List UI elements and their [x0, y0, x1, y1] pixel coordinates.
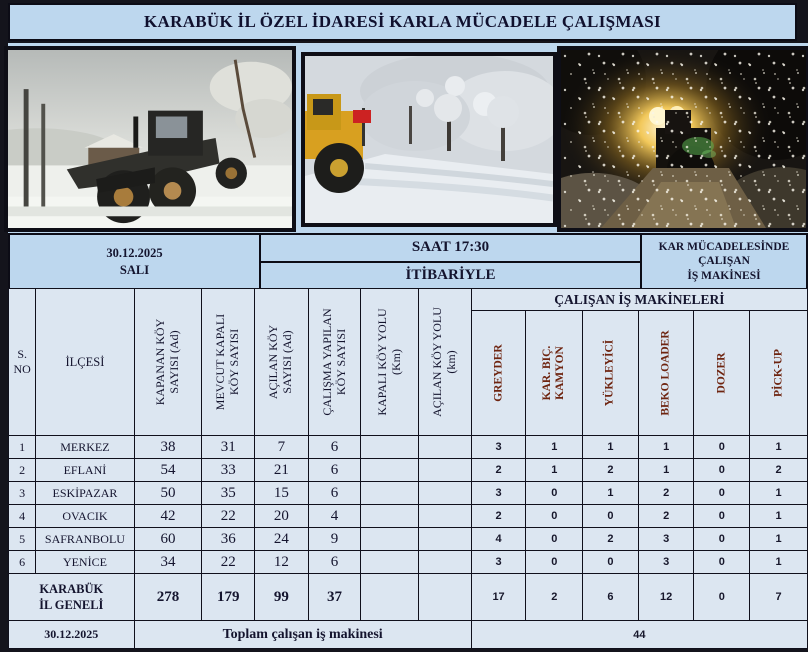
cell-acilan: 12	[255, 551, 309, 574]
report-date-cell	[10, 235, 261, 288]
col-header-yukleyici	[583, 311, 639, 436]
totals-label-line2: İL GENELİ	[39, 598, 104, 612]
cell-acilan-yol	[419, 528, 472, 551]
footer-label: Toplam çalışan iş makinesi	[134, 621, 471, 649]
cell-dozer: 0	[694, 551, 750, 574]
machines-note-cell	[642, 235, 806, 288]
hdr-line: KAR. BIÇ.	[541, 345, 554, 401]
cell-pickup: 1	[750, 528, 808, 551]
cell-beko: 3	[638, 528, 694, 551]
cell-dozer: 0	[694, 505, 750, 528]
cell-greyder: 3	[471, 436, 526, 459]
cell-beko: 2	[638, 482, 694, 505]
cell-dozer: 0	[694, 436, 750, 459]
photo-grader-road	[301, 52, 557, 227]
cell-calisma: 6	[308, 436, 361, 459]
hdr-line: (Km)	[388, 349, 403, 375]
total-kapali-yol	[361, 574, 419, 621]
cell-kamyon: 0	[526, 528, 583, 551]
cell-kapanan: 34	[134, 551, 202, 574]
page-title: KARABÜK İL ÖZEL İDARESİ KARLA MÜCADELE ÇALIŞMASI	[144, 12, 661, 31]
cell-kapali-yol	[361, 551, 419, 574]
table-row-safranbolu	[9, 528, 808, 551]
row-no: 2	[9, 459, 36, 482]
footer-grand-total: 44	[471, 621, 807, 649]
cell-pickup: 2	[750, 459, 808, 482]
cell-acilan-yol	[419, 505, 472, 528]
photo-strip	[8, 43, 808, 233]
ilce-label: İLÇESİ	[65, 355, 105, 369]
col-header-kar-bic-kamyon	[526, 311, 583, 436]
row-ilce: OVACIK	[36, 505, 134, 528]
cell-calisma: 4	[308, 505, 361, 528]
cell-kapali-yol	[361, 505, 419, 528]
totals-label	[9, 574, 135, 621]
hdr-line: (km)	[443, 350, 458, 374]
cell-yukleyici: 2	[583, 459, 639, 482]
cell-pickup: 1	[750, 436, 808, 459]
cell-acilan: 7	[255, 436, 309, 459]
cell-kamyon: 0	[526, 505, 583, 528]
cell-yukleyici: 2	[583, 528, 639, 551]
cell-acilan-yol	[419, 551, 472, 574]
cell-dozer: 0	[694, 459, 750, 482]
cell-greyder: 2	[471, 505, 526, 528]
cell-kapanan: 60	[134, 528, 202, 551]
row-ilce: ESKİPAZAR	[36, 482, 134, 505]
cell-greyder: 3	[471, 482, 526, 505]
machines-note-line1: KAR MÜCADELESİNDE	[658, 240, 790, 253]
cell-yukleyici: 1	[583, 436, 639, 459]
hdr-line: YÜKLEYİCİ	[603, 339, 616, 407]
hdr-line: SAYISI (Ad)	[280, 330, 295, 394]
col-header-greyder	[471, 311, 526, 436]
report-asof: İTİBARİYLE	[405, 266, 496, 283]
cell-pickup: 1	[750, 482, 808, 505]
cell-mevcut: 31	[202, 436, 255, 459]
total-kamyon: 2	[526, 574, 583, 621]
report-date: 30.12.2025	[106, 245, 163, 260]
report-time: SAAT 17:30	[261, 235, 640, 263]
cell-beko: 1	[638, 459, 694, 482]
photo-grader-day	[4, 46, 296, 232]
cell-greyder: 4	[471, 528, 526, 551]
machines-section-header: ÇALIŞAN İŞ MAKİNELERİ	[471, 289, 807, 311]
total-acilan: 99	[255, 574, 309, 621]
footer-row	[9, 621, 808, 649]
row-ilce: MERKEZ	[36, 436, 134, 459]
cell-acilan-yol	[419, 436, 472, 459]
col-header-acilan-koy	[255, 289, 309, 436]
photo-grader-road-image	[305, 56, 553, 223]
cell-yukleyici: 0	[583, 505, 639, 528]
col-header-sno	[9, 289, 36, 436]
col-header-mevcut-kapali	[202, 289, 255, 436]
col-header-dozer	[694, 311, 750, 436]
col-header-acilan-yol	[419, 289, 472, 436]
info-strip	[8, 233, 808, 290]
total-dozer: 0	[694, 574, 750, 621]
cell-mevcut: 22	[202, 505, 255, 528]
photo-grader-night	[557, 46, 808, 232]
total-mevcut: 179	[202, 574, 255, 621]
cell-acilan-yol	[419, 459, 472, 482]
table-row-ovacik	[9, 505, 808, 528]
table-row-yenice	[9, 551, 808, 574]
hdr-line: DOZER	[715, 352, 728, 394]
sno-line2: NO	[13, 362, 31, 376]
cell-beko: 2	[638, 505, 694, 528]
row-no: 5	[9, 528, 36, 551]
total-beko: 12	[638, 574, 694, 621]
cell-dozer: 0	[694, 528, 750, 551]
cell-kapali-yol	[361, 436, 419, 459]
hdr-line: GREYDER	[491, 344, 504, 402]
col-header-calisma-yapilan	[308, 289, 361, 436]
cell-acilan-yol	[419, 482, 472, 505]
table-row-eflani	[9, 459, 808, 482]
cell-acilan: 15	[255, 482, 309, 505]
total-pickup: 7	[750, 574, 808, 621]
cell-calisma: 6	[308, 551, 361, 574]
row-no: 6	[9, 551, 36, 574]
cell-kapanan: 50	[134, 482, 202, 505]
total-greyder: 17	[471, 574, 526, 621]
hdr-line: MEVCUT KAPALI	[213, 313, 228, 411]
machines-note-line2: ÇALIŞAN	[698, 255, 750, 268]
hdr-line: BEKO LOADER	[659, 330, 672, 416]
cell-calisma: 9	[308, 528, 361, 551]
cell-kamyon: 0	[526, 482, 583, 505]
cell-calisma: 6	[308, 459, 361, 482]
cell-kapanan: 38	[134, 436, 202, 459]
hdr-line: KAMYON	[554, 346, 567, 400]
hdr-line: PİCK-UP	[771, 349, 784, 397]
hdr-line: AÇILAN KÖY YOLU	[430, 307, 445, 417]
cell-mevcut: 22	[202, 551, 255, 574]
machines-note-line3: İŞ MAKİNESİ	[687, 269, 761, 282]
cell-mevcut: 33	[202, 459, 255, 482]
cell-kamyon: 0	[526, 551, 583, 574]
hdr-line: KAPANAN KÖY	[153, 318, 168, 406]
photo-grader-night-image	[561, 50, 806, 228]
hdr-line: SAYISI (Ad)	[166, 330, 181, 394]
col-header-beko-loader	[638, 311, 694, 436]
snow-report-table	[8, 288, 808, 649]
cell-acilan: 24	[255, 528, 309, 551]
footer-date: 30.12.2025	[9, 621, 135, 649]
cell-beko: 1	[638, 436, 694, 459]
report-time-cell	[261, 235, 642, 288]
cell-calisma: 6	[308, 482, 361, 505]
sno-line1: S.	[17, 347, 27, 361]
cell-yukleyici: 0	[583, 551, 639, 574]
col-header-kapanan-koy	[134, 289, 202, 436]
cell-kapanan: 42	[134, 505, 202, 528]
hdr-line: AÇILAN KÖY	[266, 324, 281, 400]
row-ilce: SAFRANBOLU	[36, 528, 134, 551]
row-no: 4	[9, 505, 36, 528]
table-row-merkez	[9, 436, 808, 459]
cell-kamyon: 1	[526, 436, 583, 459]
cell-mevcut: 35	[202, 482, 255, 505]
cell-kapali-yol	[361, 528, 419, 551]
hdr-line: ÇALIŞMA YAPILAN	[319, 308, 334, 416]
report-day: SALI	[119, 262, 150, 277]
totals-label-line1: KARABÜK	[39, 581, 104, 596]
cell-greyder: 2	[471, 459, 526, 482]
hdr-line: KAPALI KÖY YOLU	[374, 308, 389, 416]
report-title-bar	[8, 3, 797, 41]
hdr-line: KÖY SAYISI	[227, 328, 242, 396]
cell-greyder: 3	[471, 551, 526, 574]
col-header-pickup	[750, 311, 808, 436]
col-header-kapali-yol	[361, 289, 419, 436]
cell-acilan: 21	[255, 459, 309, 482]
total-calisma: 37	[308, 574, 361, 621]
col-header-ilce	[36, 289, 134, 436]
cell-kapali-yol	[361, 459, 419, 482]
cell-kamyon: 1	[526, 459, 583, 482]
table-row-eskipazar	[9, 482, 808, 505]
cell-pickup: 1	[750, 505, 808, 528]
total-kapanan: 278	[134, 574, 202, 621]
cell-beko: 3	[638, 551, 694, 574]
cell-dozer: 0	[694, 482, 750, 505]
row-no: 1	[9, 436, 36, 459]
row-no: 3	[9, 482, 36, 505]
cell-mevcut: 36	[202, 528, 255, 551]
row-ilce: EFLANİ	[36, 459, 134, 482]
total-yukleyici: 6	[583, 574, 639, 621]
hdr-line: KÖY SAYISI	[333, 328, 348, 396]
total-acilan-yol	[419, 574, 472, 621]
cell-acilan: 20	[255, 505, 309, 528]
photo-grader-day-image	[8, 50, 292, 228]
row-ilce: YENİCE	[36, 551, 134, 574]
cell-pickup: 1	[750, 551, 808, 574]
totals-row	[9, 574, 808, 621]
cell-kapanan: 54	[134, 459, 202, 482]
cell-kapali-yol	[361, 482, 419, 505]
cell-yukleyici: 1	[583, 482, 639, 505]
